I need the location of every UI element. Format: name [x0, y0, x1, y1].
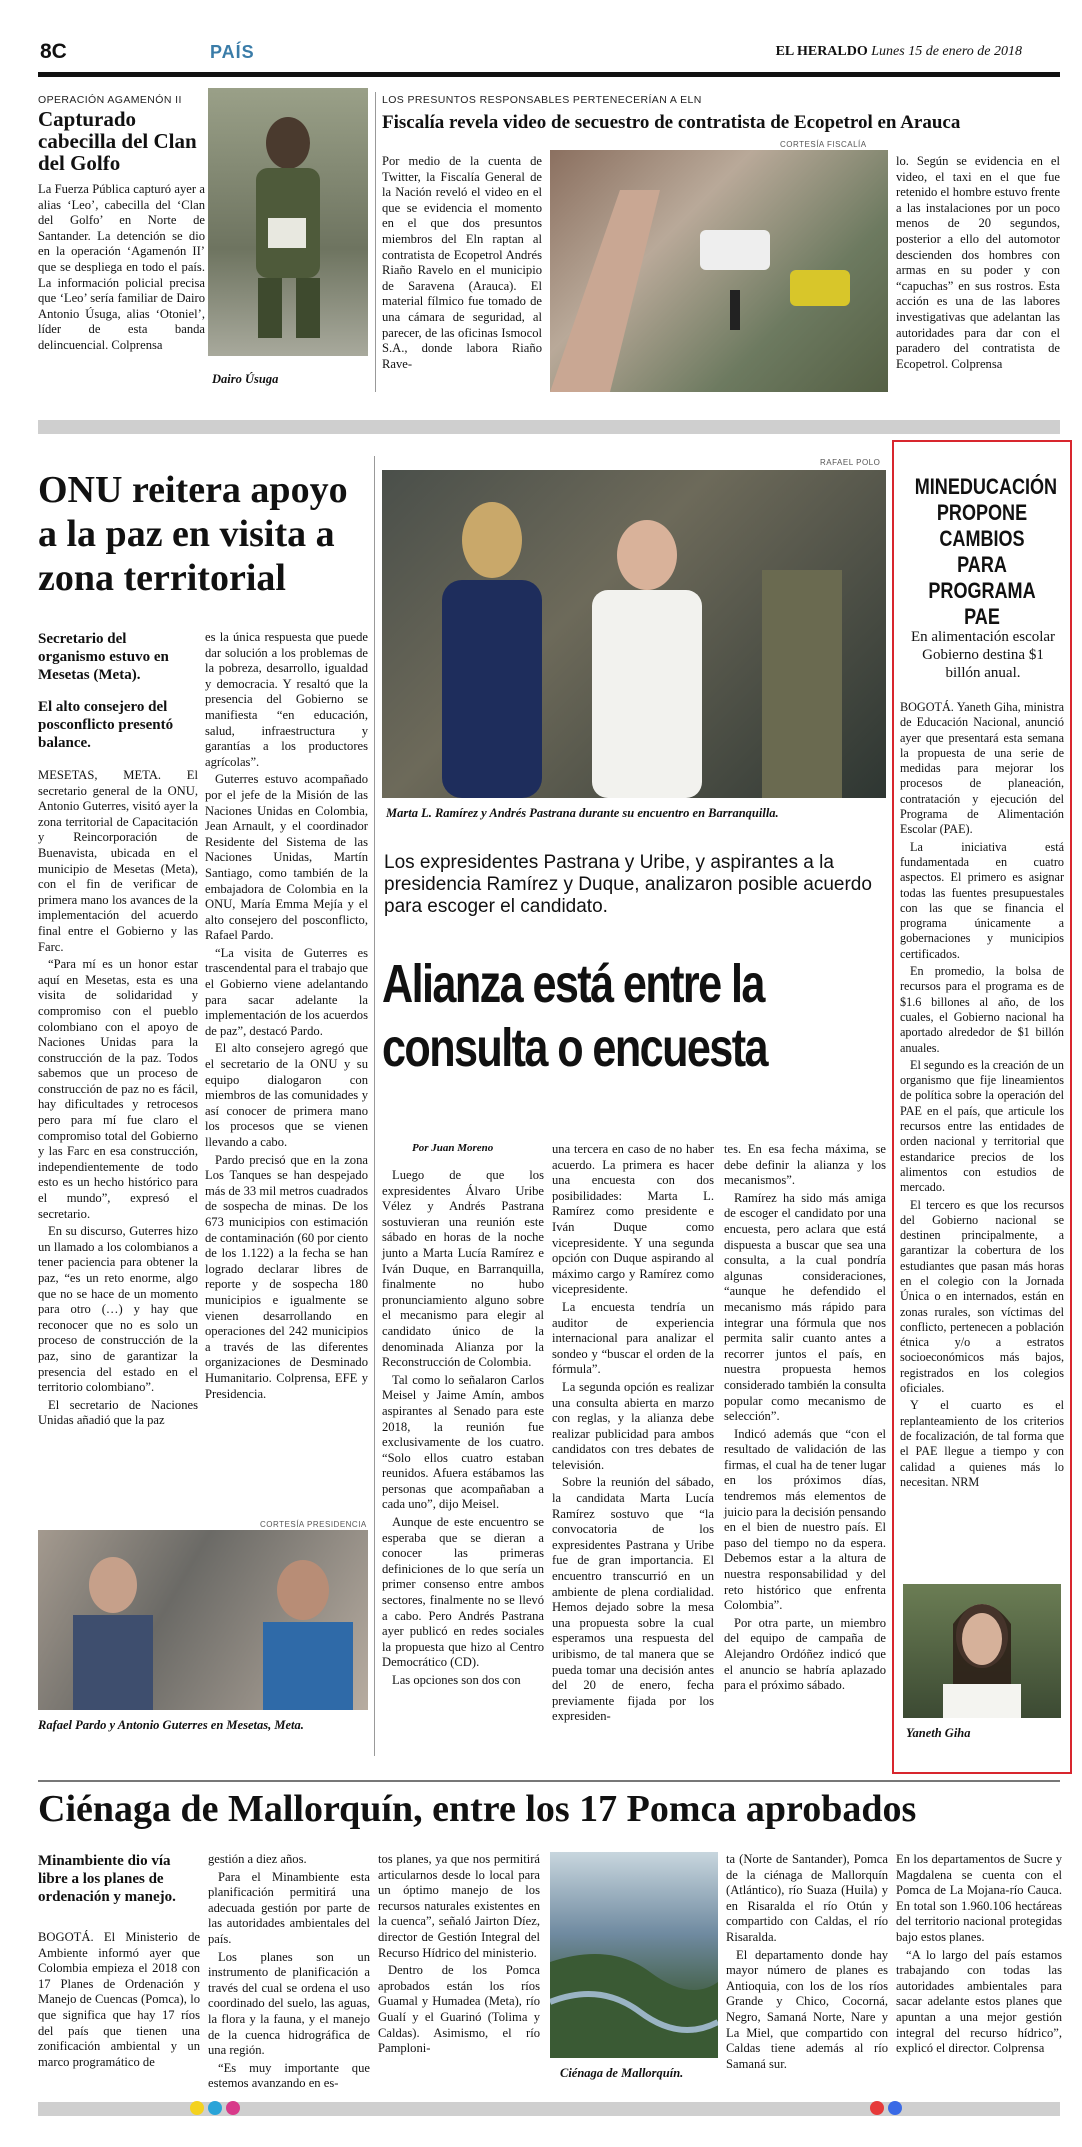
- alianza-paragraph: Luego de que los expresidentes Álvaro Uribe Vélez y Andrés Pastrana sostuvieran una reunión este sábado en horas de la noche junto a Marta Lucía Ramírez e Iván Duque, en Barranquilla, finalmente no hubo pronunciamiento alguno sobre el mecanismo para elegir al candidato único de la denominada Alianza por la Reconstrucción de Colombia.: [382, 1168, 544, 1370]
- cienaga-col3: [378, 1852, 540, 2059]
- onu-paragraph: “La visita de Guterres es trascendental para el trabajo que el Gobierno viene adelantando para sacar adelante la implementación de los acuerdos de paz”, destacó Pardo.: [205, 945, 368, 1038]
- onu-paragraph: MESETAS, META. El secretario general de la ONU, Antonio Guterres, visitó ayer la zona territorial de Capacitación y Reincorporación de Buenavista, ubicada en el municipio de Mesetas (Meta), con el fin de verificar de primera mano los avances de la implementación del acuerdo final entre el Gobierno y las Farc.: [38, 768, 198, 954]
- cienaga-paragraph: El departamento donde hay mayor número de planes es Antioquia, con los de los ríos Grande y Chico, Cocorná, Negro, Samaná Norte, Nare y La Miel, que compartido con Caldas tiene además al río Samaná sur.: [726, 1947, 888, 2071]
- paper-name: EL HERALDO: [775, 44, 868, 59]
- color-dot: [208, 2101, 222, 2115]
- alianza-paragraph: Aunque de este encuentro se esperaba que se dieran a conocer las primeras definiciones de lo que sería un primer consenso entre ambos sectores, finalmente no se llevó a cabo. Pero Andrés Pastrana ayer publicó en redes sociales la propuesta que hizo al Centro Democrático (CD).: [382, 1515, 544, 1670]
- cienaga-paragraph: “A lo largo del país estamos trabajando con todas las autoridades ambientales para sacar adelante estos planes que apuntan a una mejor gestión integral del recurso hídrico”, explicó el director. Colprensa: [896, 1947, 1062, 2056]
- onu-subhead-2: El alto consejero del posconflicto presentó balance.: [38, 699, 174, 751]
- mined-paragraph: Y el cuarto es el replanteamiento de los criterios de focalización, de tal forma que el PAE llegue a tiempo y con calidad a quienes más lo necesitan. NRM: [900, 1398, 1064, 1489]
- cienaga-paragraph: Para el Minambiente esta planificación permitirá una adecuada gestión por parte de las autoridades ambientales del país.: [208, 1869, 370, 1946]
- alianza-col2: [552, 1142, 714, 1727]
- cienaga-headline: Ciénaga de Mallorquín, entre los 17 Pomca aprobados: [38, 1788, 917, 1830]
- alianza-byline: Por Juan Moreno: [412, 1142, 494, 1154]
- cienaga-subhead: Minambiente dio vía libre a los planes de ordenación y manejo.: [38, 1853, 176, 1905]
- cienaga-col4: [726, 1852, 888, 2074]
- onu-subhead-1: Secretario del organismo estuvo en Mesetas (Meta).: [38, 631, 169, 683]
- dairo-photo: [208, 88, 368, 356]
- onu-paragraph: “Para mí es un honor estar aquí en Mesetas, esta es una visita de solidaridad y compromiso con el pueblo colombiano con el apoyo de Naciones Unidas para la construcción de la paz. Todos sabemos que un proceso de construcción de paz no es fácil, hay dificultades y retrocesos pero para mí fue claro el compromiso total del Gobierno y las Farc en esa construcción, independientemente de todo esto es un hecho histórico para el mundo”, expresó el secretario.: [38, 957, 198, 1221]
- alianza-paragraph: tes. En esa fecha máxima, se debe definir la alianza y los mecanismos”.: [724, 1142, 886, 1188]
- onu-headline: ONU reitera apoyo a la paz en visita a zona territorial: [38, 469, 348, 599]
- alianza-paragraph: Por otra parte, un miembro del equipo de campaña de Alejandro Ordóñez indicó que el anuncio se habría aplazado para el próximo sábado.: [724, 1615, 886, 1693]
- guterres-photo: [38, 1530, 368, 1710]
- onu-col1: [38, 768, 198, 1431]
- giha-photo: [903, 1584, 1061, 1718]
- page-number: 8C: [40, 40, 67, 63]
- mined-deck: En alimentación escolar Gobierno destina $1 billón anual.: [910, 629, 1056, 681]
- bottom-story-rule: [38, 1780, 1060, 1782]
- cienaga-paragraph: Dentro de los Pomca aprobados están los ríos Guamal y Humadea (Meta), río Gualí y el Guarinó (Tolima y Caldas). Asimismo, el río Pamploni-: [378, 1963, 540, 2056]
- cienaga-col1: BOGOTÁ. El Ministerio de Ambiente informó ayer que Colombia empieza el 2018 con 17 Planes de Ordenación y Manejo de Cuencas (Pomca), lo que significa que hay 17 ríos del país que tienen una zonificación ambiental y un marco programático de: [38, 1930, 200, 2069]
- cienaga-photo: [550, 1852, 718, 2058]
- mined-caption: Yaneth Giha: [906, 1726, 971, 1740]
- alianza-photo-credit: RAFAEL POLO: [820, 458, 881, 467]
- registration-marks: [870, 2101, 902, 2120]
- mined-body: [900, 700, 1064, 1492]
- registration-marks: [190, 2101, 240, 2120]
- mined-paragraph: BOGOTÁ. Yaneth Giha, ministra de Educación Nacional, anunció ayer que presentará esta semana la propuesta de una serie de medidas para mejorar los procesos de planeación, contratación y ejecución del Programa de Alimentación Escolar (PAE).: [900, 700, 1064, 837]
- cienaga-paragraph: ta (Norte de Santander), Pomca de la ciénaga de Mallorquín (Atlántico), río Suaza (Huila) y en Risaralda el río Otún y compartido con Caldas, el río Risaralda.: [726, 1852, 888, 1944]
- story1-body: [38, 182, 205, 356]
- cienaga-paragraph: tos planes, ya que nos permitirá articularnos desde lo local para un óptimo manejo de los recursos naturales existentes en la cuenca”, señaló Jairton Díez, director de Gestión Integral del Recurso Hídrico del ministerio.: [378, 1852, 540, 1960]
- mined-paragraph: En promedio, la bolsa de recursos para el programa es de $1.6 billones al año, de los cuales, el Gobierno nacional ha aportado alrededor de $1 billón anuales.: [900, 964, 1064, 1055]
- alianza-paragraph: Ramírez ha sido más amiga de escoger el candidato por una encuesta, pero aclara que está dispuesta a buscar que sea una consulta, a la cual pondría algunas consideraciones, “aunque he defendido el mecanismo más rápido para integrar una fórmula que nos permita salir cuanto antes a recorrer juntos el país, en nuestra propuesta hemos considerado también la consulta popular como mecanismo de selección”.: [724, 1190, 886, 1424]
- cienaga-col5: [896, 1852, 1062, 2059]
- cienaga-paragraph: gestión a diez años.: [208, 1852, 307, 1866]
- story2-col2: lo. Según se evidencia en el video, el taxi en el que fue retenido el hombre estuvo frente a las instalaciones por un poco menos de 20 segundos, posterior a ello del automotor descienden dos hombres con armas en su poder y con “capuchas” en sus rostros. Esta acción es una de las labores investigativas que adelantan las autoridades para dar con el paradero del contratista de Ecopetrol. Colprensa: [896, 154, 1060, 371]
- story1-headline: Capturado cabecilla del Clan del Golfo: [38, 107, 197, 175]
- alianza-paragraph: Sobre la reunión del sábado, la candidata Marta Lucía Ramírez sostuvo que “la convocatoria de los expresidentes Pastrana y Uribe fue de gran importancia. El encuentro transcurrió en un ambiente de plena cordialidad. Hemos dejado sobre la mesa una propuesta sobre la cual esperamos una respuesta del uribismo, de tal manera que se pueda tomar una decisión antes del 20 de enero, fecha previamente fijada por los expresiden-: [552, 1475, 714, 1724]
- onu-paragraph: El secretario de Naciones Unidas añadió que la paz: [38, 1397, 198, 1428]
- alianza-paragraph: La encuesta tendría un auditor de experiencia internacional para analizar el sondeo y “buscar el orden de la fórmula”.: [552, 1299, 714, 1377]
- onu-caption: Rafael Pardo y Antonio Guterres en Mesetas, Meta.: [38, 1718, 304, 1732]
- story1-paragraph: La Fuerza Pública capturó ayer a alias ‘Leo’, cabecilla del ‘Clan del Golfo’ en Norte de Santander. La detención se dio en la operación ‘Agamenón II’ que se despliega en todo el país. La información policial precisa que ‘Leo’ sería familiar de Dairo Antonio Úsuga, alias ‘Otoniel’, líder de esta banda delincuencial. Colprensa: [38, 182, 205, 352]
- alianza-paragraph: una tercera en caso de no haber acuerdo. La primera es hacer una encuesta con dos posibilidades: Marta L. Ramírez como presidente e Iván Duque como vicepresidente. Y una segunda opción con Duque aspirando al máximo cargo y Ramírez como vicepresidente.: [552, 1142, 714, 1297]
- alianza-paragraph: Tal como lo señalaron Carlos Meisel y Jaime Amín, ambos aspirantes al Senado para este 2018, la reunión fue exclusivamente de los cuatro. “Solo ellos cuatro estaban reunidos. Afuera estábamos las personas que acompañaban a cada uno”, dijo Meisel.: [382, 1372, 544, 1512]
- onu-paragraph: Guterres estuvo acompañado por el jefe de la Misión de las Naciones Unidas en Colombia, Jean Arnault, y el coordinador Residente del Sistema de las Naciones Unidas, Martín Santiago, como también de la embajadora de Colombia en la ONU, María Emma Mejía y el alto consejero del posconflicto, Rafael Pardo.: [205, 772, 368, 943]
- onu-paragraph: es la única respuesta que puede dar solución a los problemas de la pobreza, desarrollo, igualdad y democracia. Y resaltó que la presencia del Gobierno se manifiesta “en educación, salud, infraestructura y garantías a los productores agrícolas”.: [205, 630, 368, 769]
- cienaga-paragraph: “Es muy importante que estemos avanzando en es-: [208, 2060, 370, 2091]
- alianza-paragraph: La segunda opción es realizar una consulta abierta en marzo con reglas, y la alianza debe realizar publicidad para ambos candidatos con tres debates de televisión.: [552, 1379, 714, 1472]
- onu-photo-credit: CORTESÍA PRESIDENCIA: [260, 1520, 367, 1529]
- alianza-paragraph: Indicó además que “con el resultado de validación de las firmas, el cual ha de tener lugar en los próximos días, tendremos más elementos de juicio para la decisión pensando en el bien de nuestro país. El paso del tiempo no da espera. Debemos estar a la altura de nuestra responsabilidad y del reto histórico que enfrenta Colombia”.: [724, 1426, 886, 1613]
- alianza-deck: Los expresidentes Pastrana y Uribe, y aspirantes a la presidencia Ramírez y Duque, analizaron posible acuerdo para escoger el candidato.: [384, 852, 872, 917]
- color-dot: [190, 2101, 204, 2115]
- color-dot: [226, 2101, 240, 2115]
- cienaga-col2: [208, 1852, 370, 2094]
- story1-caption: Dairo Úsuga: [212, 372, 279, 386]
- story2-headline: Fiscalía revela video de secuestro de contratista de Ecopetrol en Arauca: [382, 112, 961, 133]
- alianza-paragraph: Las opciones son dos con: [392, 1673, 521, 1687]
- kidnap-video-photo: [550, 150, 888, 392]
- story1-kicker: OPERACIÓN AGAMENÓN II: [38, 94, 182, 106]
- onu-paragraph: Pardo precisó que en la zona Los Tanques se han despejado más de 33 mil metros cuadrados de sospecha de minas. De los 673 municipios con estimación de contaminación (60 por ciento de los 1.122) a la fecha se han logrado declarar libres de reporte y de sospecha 180 municipios e igualmente se vienen desarrollando en operaciones del 242 municipios a través de las diferentes organizaciones de Desminado Humanitario. Colprensa, EFE y Presidencia.: [205, 1152, 368, 1401]
- onu-paragraph: En su discurso, Guterres hizo un llamado a los colombianos a tener paciencia para obtener la paz, “es un reto enorme, algo que no se hace de un momento para otro (…) y hay que reconocer que no es solo un proceso de construcción de la paz, sino de garantizar la presencia del estado en el territorio colombiano”.: [38, 1224, 198, 1395]
- color-dot: [888, 2101, 902, 2115]
- story2-credit: CORTESÍA FISCALÍA: [780, 140, 867, 149]
- mined-headline: MINEDUCACIÓN PROPONE CAMBIOS PARA PROGRAMA PAE: [914, 474, 1058, 629]
- color-dot: [870, 2101, 884, 2115]
- onu-col2: [205, 630, 368, 1404]
- mined-paragraph: El segundo es la creación de un organismo que fije lineamientos de política sobre la operación del PAE en el país, que articule los recursos entre las entidades de orden nacional y territorial que estandarice precios de los alimentos con estudios de mercado.: [900, 1057, 1064, 1195]
- onu-paragraph: El alto consejero agregó que el secretario de la ONU y su equipo dialogaron con miembros de las comunidades y así conocer de primera mano los procesos que se vienen llevando a cabo.: [205, 1041, 368, 1149]
- cienaga-paragraph: En los departamentos de Sucre y Magdalena se cuenta con el Pomca de La Mojana-río Cauca. En total son 1.960.106 hectáreas del territorio nacional protegidas bajo estos planes.: [896, 1852, 1062, 1944]
- story-divider: [375, 92, 376, 392]
- pastrana-ramirez-photo: [382, 470, 886, 798]
- section-name: PAÍS: [210, 42, 255, 62]
- alianza-col1: [382, 1168, 544, 1691]
- onu-divider: [374, 456, 375, 1756]
- header-masthead: [776, 44, 1022, 60]
- issue-date: Lunes 15 de enero de 2018: [871, 44, 1022, 59]
- mined-paragraph: El tercero es que los recursos del Gobierno nacional se destinen principalmente, a garantizar la cobertura de los estudiantes que pasan más horas en el colegio con la Jornada Única o en internados, están en zonas rurales, son víctimas del conflicto, pertenecen a población étnica y/o a estratos socioeconómicos más bajos, registrados en los colegios oficiales.: [900, 1197, 1064, 1396]
- header-rule: [38, 72, 1060, 77]
- story2-kicker: LOS PRESUNTOS RESPONSABLES PERTENECERÍAN A ELN: [382, 94, 702, 106]
- cienaga-caption: Ciénaga de Mallorquín.: [560, 2066, 684, 2080]
- alianza-col3: [724, 1142, 886, 1696]
- alianza-headline: Alianza está entre la consulta o encuesta: [382, 954, 767, 1078]
- section-separator: [38, 420, 1060, 434]
- story2-col1: Por medio de la cuenta de Twitter, la Fiscalía General de la Nación reveló el video en el que se evidencia el momento en el que dos presuntos miembros del Eln raptan al contratista de Ecopetrol Andrés Riaño Ravelo en el municipio de Saravena (Arauca). El material fílmico fue tomado de una cámara de seguridad, al parecer, de las oficinas Ismocol S.A., donde labora Riaño Rave-: [382, 154, 542, 371]
- alianza-caption: Marta L. Ramírez y Andrés Pastrana durante su encuentro en Barranquilla.: [386, 806, 779, 820]
- cienaga-paragraph: Los planes son un instrumento de planificación a través del cual se ordena el uso coordinado del suelo, las aguas, la flora y la fauna, y el manejo de la cuenca hidrográfica de una región.: [208, 1949, 370, 2058]
- mined-paragraph: La iniciativa está fundamentada en cuatro aspectos. El primero es asignar todas las fuentes presupuestales con las que se financia el programa únicamente a gobernaciones y municipios certificados.: [900, 839, 1064, 961]
